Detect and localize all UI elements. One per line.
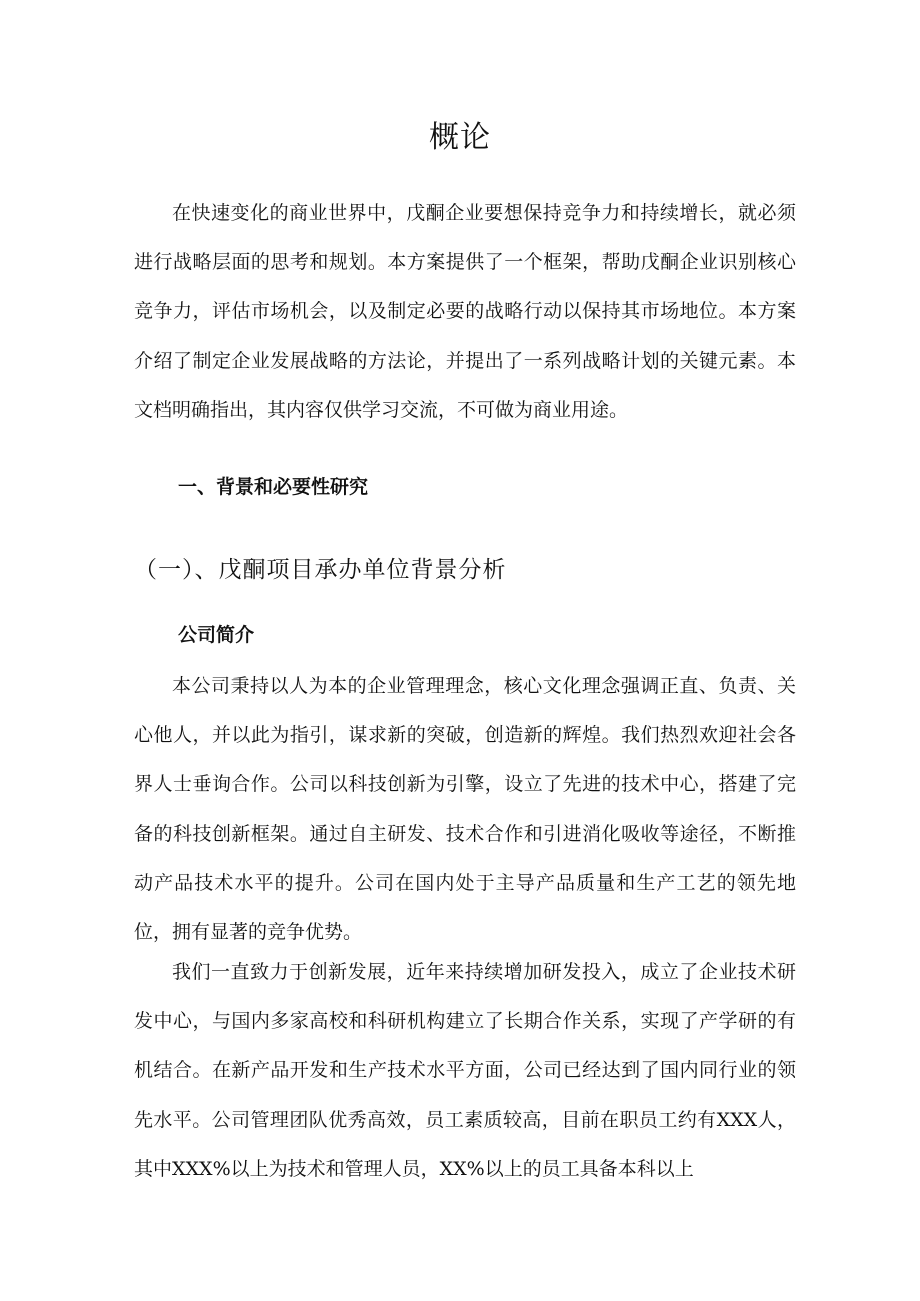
document-title: 概论 (429, 120, 491, 155)
section-heading: 一、背景和必要性研究 (178, 476, 369, 498)
subsection-heading: （一）、戊酮项目承办单位背景分析 (134, 557, 507, 583)
company-paragraph-1: 本公司秉持以人为本的企业管理理念，核心文化理念强调正直、负责、关心他人，并以此为指引，谋求新的突破，创造新的辉煌。我们热烈欢迎社会各界人士垂询合作。公司以科技创新为引擎，设立了先进的技术中心，搭建了完备的科技创新框架。通过自主研发、技术合作和引进消化吸收等途径，不断推动产品技术水平的提升。公司在国内处于主导产品质量和生产工艺的领先地位，拥有显著的竞争优势。 (134, 675, 796, 944)
company-paragraph-2: 我们一直致力于创新发展，近年来持续增加研发投入，成立了企业技术研发中心，与国内多家高校和科研机构建立了长期合作关系，实现了产学研的有机结合。在新产品开发和生产技术水平方面，公司已经达到了国内同行业的领先水平。公司管理团队优秀高效，员工素质较高，目前在职员工约有XXX人，其中XXX%以上为技术和管理人员，XX%以上的员工具备本科以上 (134, 961, 796, 1180)
intro-paragraph: 在快速变化的商业世界中，戊酮企业要想保持竞争力和持续增长，就必须进行战略层面的思考和规划。本方案提供了一个框架，帮助戊酮企业识别核心竞争力，评估市场机会，以及制定必要的战略行动以保持其市场地位。本方案介绍了制定企业发展战略的方法论，并提出了一系列战略计划的关键元素。本文档明确指出，其内容仅供学习交流，不可做为商业用途。 (134, 202, 796, 421)
company-intro-subheading: 公司简介 (178, 624, 255, 646)
